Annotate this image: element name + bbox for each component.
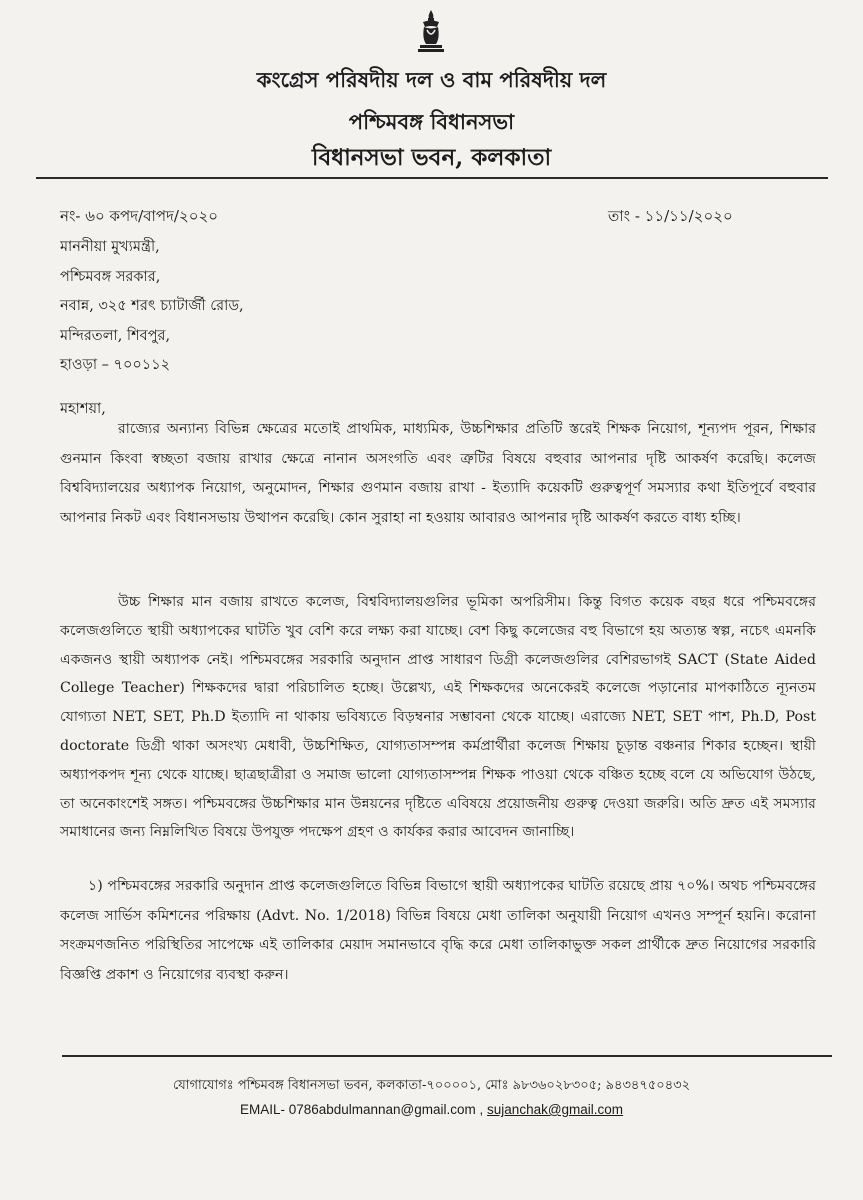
email-link[interactable]: 0786abdulmannan@gmail.com	[288, 1102, 476, 1117]
letterhead-line-1: কংগ্রেস পরিষদীয় দল ও বাম পরিষদীয় দল	[256, 67, 607, 92]
letterhead-line-2: পশ্চিমবঙ্গ বিধানসভা	[348, 109, 515, 134]
letter-date: তাং - ১১/১১/২০২০	[608, 207, 733, 225]
email-separator: ,	[475, 1102, 488, 1117]
party-emblem-icon	[414, 8, 448, 54]
body-paragraph: রাজ্যের অন্যান্য বিভিন্ন ক্ষেত্রের মতোই প্রাথমিক, মাধ্যমিক, উচ্চশিক্ষার প্রতিটি স্তরেই শিক্ষক নিয়োগ, শূন্যপদ পূরন, শিক্ষার গুনমান কিংবা স্বচ্ছতা বজায় রাখার ক্ষেত্রে নানান অসংগতি এবং ত্রুটির বিষয়ে বহুবার আপনার দৃষ্টি আকর্ষণ করেছি। কলেজ বিশ্ববিদ্যালয়ের অধ্যাপক নিয়োগ, অনুমোদন, শিক্ষার গুণমান বজায় রাখা - ইত্যাদি কয়েকটি গুরুত্বপূর্ণ সমস্যার কথা ইতিপূর্বে বহুবার আপনার নিকট এবং বিধানসভায় উত্থাপন করেছি। কোন সুরাহা না হওয়ায় আবারও আপনার দৃষ্টি আকর্ষণ করতে বাধ্য হচ্ছি।	[60, 421, 816, 526]
email-link[interactable]: sujanchak@gmail.com	[487, 1102, 624, 1117]
reference-number: নং- ৬০ কপদ/বাপদ/২০২০	[60, 207, 218, 225]
recipient-address	[60, 233, 244, 381]
letterhead-line-3: বিধানসভা ভবন, কলকাতা	[311, 144, 552, 171]
address-line: মন্দিরতলা, শিবপুর,	[60, 327, 171, 344]
salutation: মহাশয়া,	[60, 401, 106, 417]
address-line: পশ্চিমবঙ্গ সরকার,	[60, 268, 161, 285]
email-prefix: EMAIL-	[239, 1102, 289, 1117]
footer-divider	[62, 1055, 832, 1057]
address-line: হাওড়া – ৭০০১১২	[60, 357, 171, 373]
body-paragraph: উচ্চ শিক্ষার মান বজায় রাখতে কলেজ, বিশ্ববিদ্যালয়গুলির ভূমিকা অপরিসীম। কিন্তু বিগত কয়েক বছর ধরে পশ্চিমবঙ্গের কলেজগুলিতে স্থায়ী অধ্যাপকের ঘাটতি খুব বেশি করে লক্ষ্য করা যাচ্ছে। বেশ কিছু কলেজের বহু বিভাগে হয় অত্যন্ত স্বল্প, নচেৎ এমনকি একজনও স্থায়ী অধ্যাপক নেই। পশ্চিমবঙ্গের সরকারি অনুদান প্রাপ্ত সাধারণ ডিগ্রী কলেজগুলির বেশিরভাগই SACT (State Aided College Teacher) শিক্ষকদের দ্বারা পরিচালিত হচ্ছে। উল্লেখ্য, এই শিক্ষকদের অনেকেরই কলেজে পড়ানোর মাপকাঠিতে ন্যূনতম যোগ্যতা NET, SET, Ph.D ইত্যাদি না থাকায় ভবিষ্যতে বিড়ম্বনার সম্ভাবনা থেকে যাচ্ছে। এরাজ্যে NET, SET পাশ, Ph.D, Post doctorate ডিগ্রী থাকা অসংখ্য মেধাবী, উচ্চশিক্ষিত, যোগ্যতাসম্পন্ন কর্মপ্রার্থীরা কলেজ শিক্ষায় চূড়ান্ত বঞ্চনার শিকার হচ্ছেন। স্থায়ী অধ্যাপকপদ শূন্য থেকে যাচ্ছে। ছাত্রছাত্রীরা ও সমাজ ভালো যোগ্যতাসম্পন্ন শিক্ষক পাওয়া থেকে বঞ্চিত হচ্ছে বলে যে অভিযোগ উঠছে, তা অনেকাংশেই সঙ্গত। পশ্চিমবঙ্গের উচ্চশিক্ষার মান উন্নয়নের দৃষ্টিতে এবিষয়ে প্রয়োজনীয় গুরুত্ব দেওয়া জরুরি। অতি দ্রুত এই সমস্যার সমাধানের জন্য নিম্নলিখিত বিষয়ে উপযুক্ত পদক্ষেপ গ্রহণ ও কার্যকর করার আবেদন জানাচ্ছি।	[60, 594, 816, 841]
address-line: মাননীয়া মুখ্যমন্ত্রী,	[60, 239, 160, 255]
header-divider	[36, 177, 828, 179]
address-line: নবান্ন, ৩২৫ শরৎ চ্যাটার্জী রোড,	[60, 298, 244, 314]
body-paragraph: ১) পশ্চিমবঙ্গের সরকারি অনুদান প্রাপ্ত কলেজগুলিতে বিভিন্ন বিভাগে স্থায়ী অধ্যাপকের ঘাটতি রয়েছে প্রায় ৭০%। অথচ পশ্চিমবঙ্গের কলেজ সার্ভিস কমিশনের পরিক্ষায় (Advt. No. 1/2018) বিভিন্ন বিষয়ে মেধা তালিকা অনুযায়ী নিয়োগ এখনও সম্পূর্ন হয়নি। করোনা সংক্রমণজনিত পরিস্থিতির সাপেক্ষে এই তালিকার মেয়াদ সমানভাবে বৃদ্ধি করে মেধা তালিকাভুক্ত সকল প্রার্থীকে দ্রুত নিয়োগের সরকারি বিজ্ঞপ্তি প্রকাশ ও নিয়োগের ব্যবস্থা করুন।	[60, 878, 816, 983]
footer-contact: যোগাযোগঃ পশ্চিমবঙ্গ বিধানসভা ভবন, কলকাতা-৭০০০০১, মোঃ ৯৮৩৬০২৮৩০৫; ৯৪৩৪৭৫০৪৩২	[172, 1078, 691, 1093]
footer-email-line	[0, 1102, 863, 1117]
